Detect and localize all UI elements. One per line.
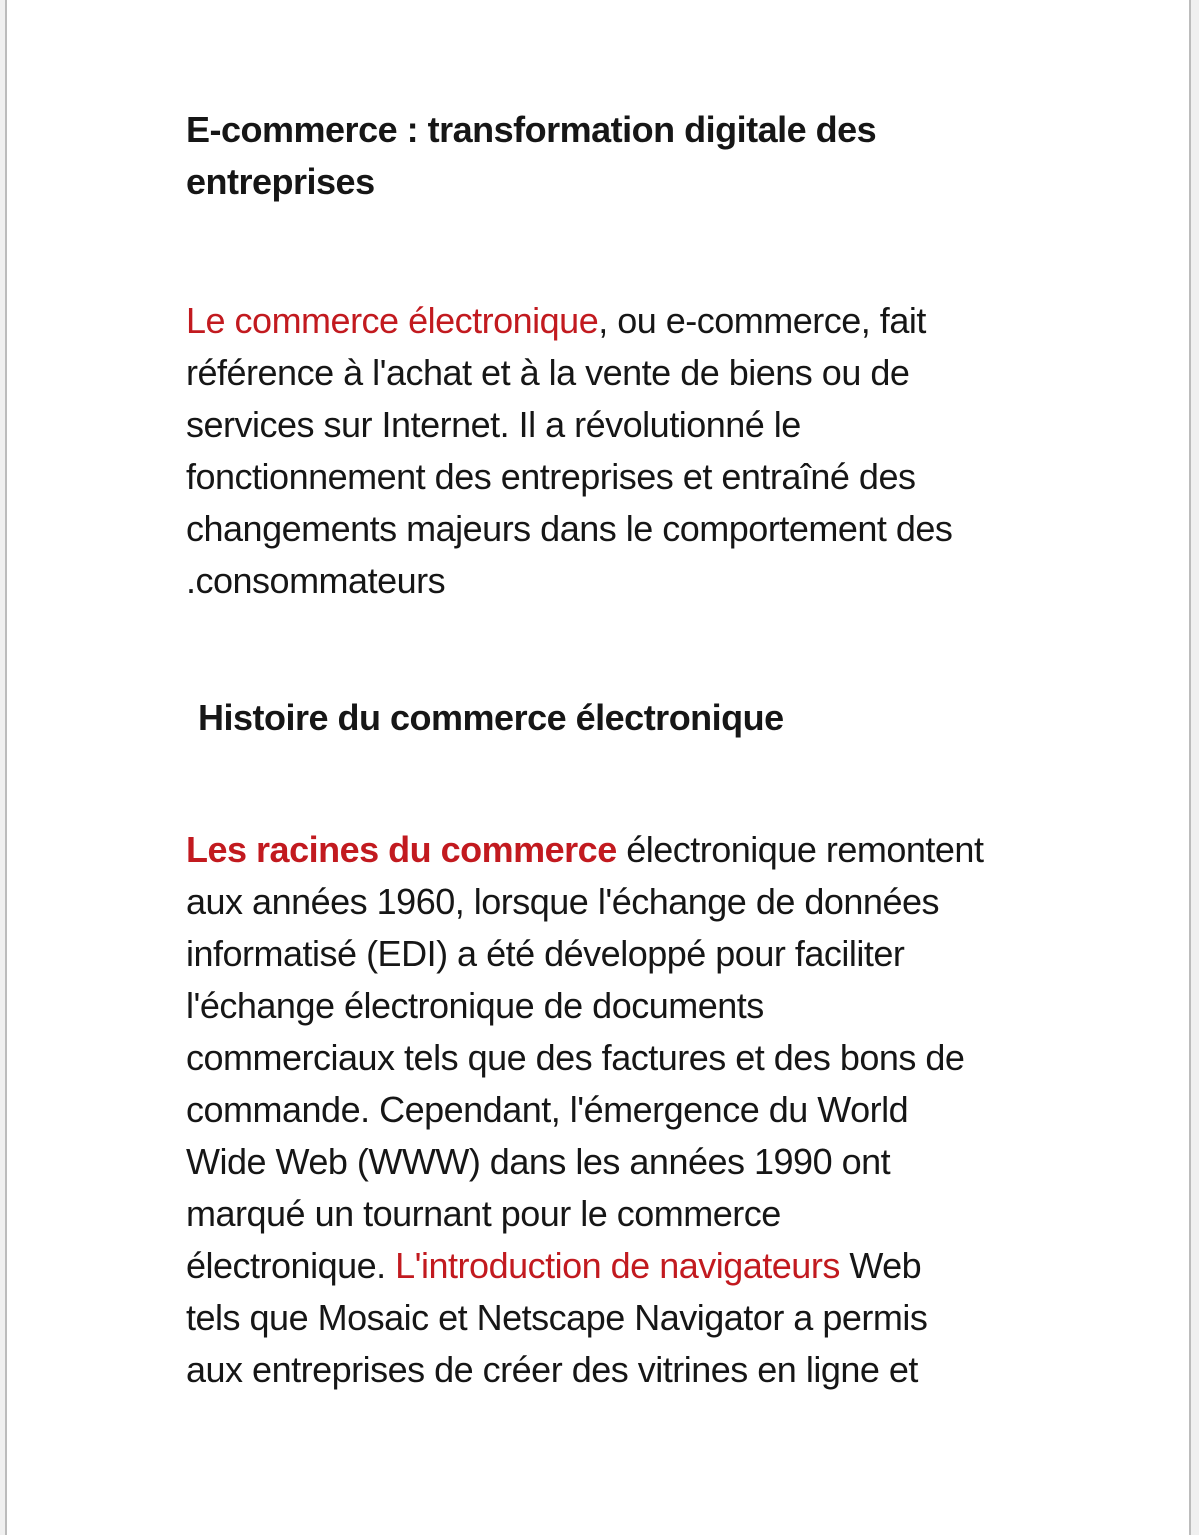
text-line: fonctionnement des entreprises et entraîné des	[186, 456, 916, 497]
page-right-edge	[1189, 0, 1199, 1535]
title-line-2: entreprises	[186, 161, 375, 202]
text-line: .consommateurs	[186, 560, 446, 601]
body-text: , ou e-commerce, fait	[598, 300, 926, 341]
title-line-1: E-commerce : transformation digitale des	[186, 109, 877, 150]
text-line: l'échange électronique de documents	[186, 985, 764, 1026]
document-content	[186, 104, 1046, 1396]
body-text: électronique remontent	[616, 829, 984, 870]
text-line: changements majeurs dans le comportement des	[186, 508, 953, 549]
text-line: Wide Web (WWW) dans les années 1990 ont	[186, 1141, 891, 1182]
text-line: aux années 1960, lorsque l'échange de données	[186, 881, 939, 922]
text-line: commande. Cependant, l'émergence du World	[186, 1089, 909, 1130]
text-line: aux entreprises de créer des vitrines en ligne et	[186, 1349, 918, 1390]
red-bold-highlight-text: Les racines du commerce	[186, 829, 617, 870]
text-line: référence à l'achat et à la vente de biens ou de	[186, 352, 910, 393]
heading-line: Histoire du commerce électronique	[198, 697, 784, 738]
body-text: Web	[839, 1245, 922, 1286]
document-title	[186, 104, 1046, 208]
red-highlight-text: Le commerce électronique	[186, 300, 599, 341]
body-text: électronique.	[186, 1245, 396, 1286]
text-line: tels que Mosaic et Netscape Navigator a permis	[186, 1297, 928, 1338]
text-line: marqué un tournant pour le commerce	[186, 1193, 781, 1234]
text-line: services sur Internet. Il a révolutionné le	[186, 404, 801, 445]
red-highlight-text: L'introduction de navigateurs	[395, 1245, 840, 1286]
text-line: commerciaux tels que des factures et des bons de	[186, 1037, 965, 1078]
intro-paragraph	[186, 295, 1046, 607]
text-line	[186, 1240, 1046, 1292]
text-line	[186, 824, 1046, 876]
page-left-edge	[0, 0, 7, 1535]
history-paragraph	[186, 824, 1046, 1396]
text-line	[186, 295, 1046, 347]
text-line: informatisé (EDI) a été développé pour faciliter	[186, 933, 905, 974]
section-heading	[186, 692, 1046, 744]
